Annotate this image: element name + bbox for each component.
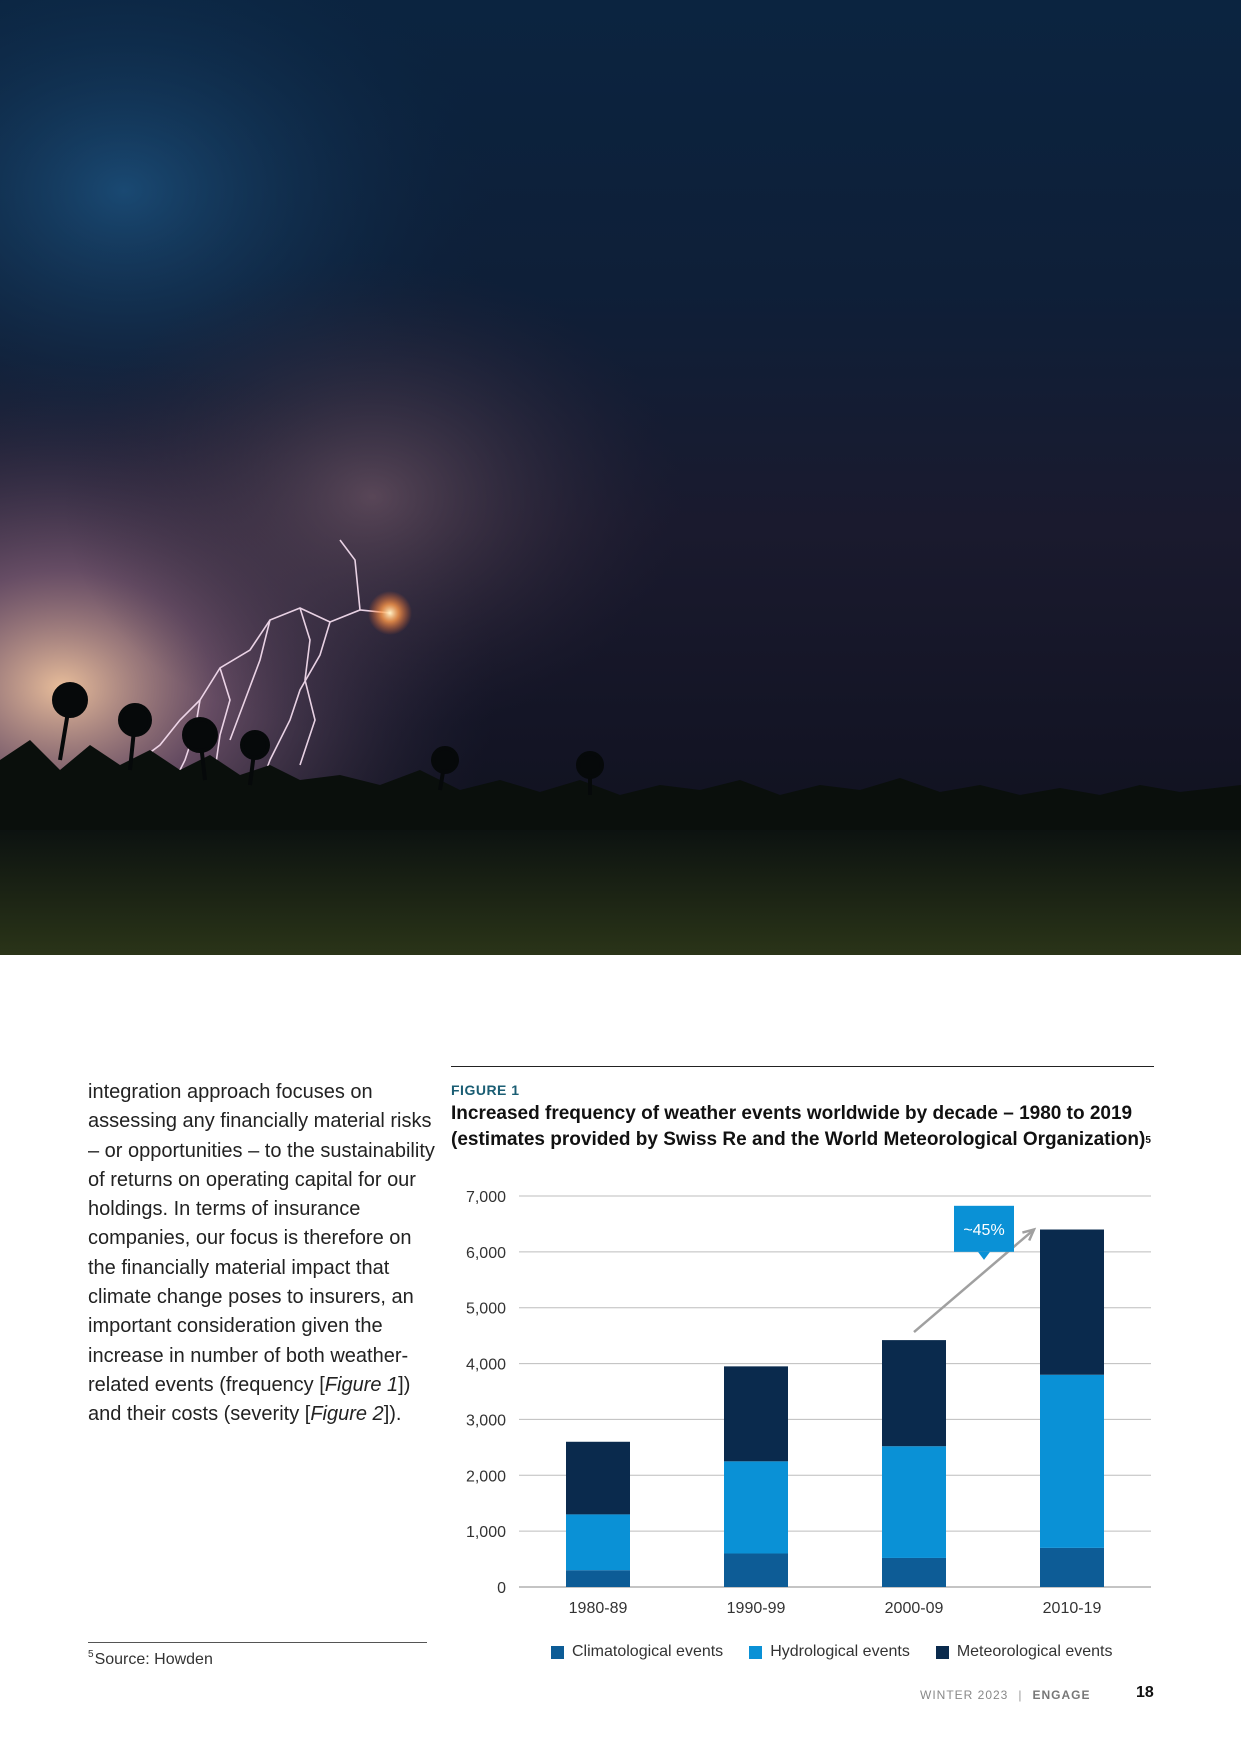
bar-segment: [566, 1570, 630, 1587]
issue-label: WINTER 2023: [920, 1688, 1009, 1702]
bar-segment: [1040, 1375, 1104, 1548]
y-tick-label: 5,000: [465, 1300, 506, 1318]
legend-label: Meteorological events: [956, 1643, 1113, 1660]
growth-callout-label: ~45%: [963, 1221, 1005, 1239]
bar-segment: [882, 1558, 946, 1587]
weather-events-chart: [451, 1170, 1161, 1640]
bar-segment: [724, 1366, 788, 1461]
bar-segment: [724, 1461, 788, 1553]
growth-callout-pointer: [978, 1252, 990, 1260]
bar-segment: [566, 1514, 630, 1570]
footnote-marker: 5: [88, 1649, 94, 1660]
figure-divider: [451, 1066, 1154, 1067]
figure-title-footnote-marker: 5: [1145, 1135, 1151, 1146]
figure-label: FIGURE 1: [451, 1082, 520, 1098]
bar-segment: [1040, 1230, 1104, 1375]
bar-segment: [1040, 1548, 1104, 1587]
bar-segment: [566, 1442, 630, 1515]
figure-1-reference: Figure 1: [324, 1373, 399, 1396]
y-tick-label: 3,000: [465, 1412, 506, 1430]
legend-item-hydrological: [749, 1643, 910, 1661]
publication-name: ENGAGE: [1032, 1688, 1091, 1702]
footer-separator: |: [1018, 1688, 1023, 1702]
y-tick-label: 2,000: [465, 1468, 506, 1486]
chart-legend: [551, 1643, 1112, 1661]
footnote-text: Source: Howden: [94, 1651, 213, 1668]
legend-item-climatological: [551, 1643, 723, 1661]
legend-swatch: [551, 1646, 564, 1659]
article-paragraph: integration approach focuses on assessing any financially material risks – or opportunities – to the sustainability of returns on operating capital for our holdings. In terms of insurance companies, our focus is therefore on the financially material impact that climate change poses to insurers, an important consideration given the increase in number of both weather-related events (frequency [Figure 1]) and their costs (severity [Figure 2]).: [88, 1081, 435, 1426]
legend-swatch: [749, 1646, 762, 1659]
bar-segment: [724, 1553, 788, 1587]
legend-swatch: [936, 1646, 949, 1659]
x-tick-label: 2010-19: [1042, 1600, 1102, 1617]
y-tick-label: 6,000: [465, 1244, 506, 1262]
y-tick-label: 1,000: [465, 1524, 506, 1542]
figure-title: Increased frequency of weather events worldwide by decade – 1980 to 2019 (estimates provided by Swiss Re and the World Meteorological Organization)$^5$: [451, 1103, 1151, 1150]
y-tick-label: 4,000: [465, 1356, 506, 1374]
legend-item-meteorological: [936, 1643, 1113, 1661]
figure-2-reference: Figure 2: [310, 1403, 384, 1426]
page-footer: [920, 1688, 1091, 1702]
y-tick-label: 0: [497, 1580, 506, 1597]
footnote: [88, 1651, 213, 1669]
legend-label: Hydrological events: [770, 1643, 910, 1660]
legend-label: Climatological events: [572, 1643, 724, 1660]
page-number: 18: [1136, 1684, 1154, 1701]
x-tick-label: 1990-99: [726, 1600, 786, 1617]
bar-segment: [882, 1340, 946, 1446]
x-tick-label: 1980-89: [568, 1600, 628, 1617]
y-tick-label: 7,000: [465, 1189, 506, 1206]
footnote-divider: [88, 1642, 427, 1643]
x-tick-label: 2000-09: [884, 1600, 944, 1617]
bar-segment: [882, 1446, 946, 1558]
